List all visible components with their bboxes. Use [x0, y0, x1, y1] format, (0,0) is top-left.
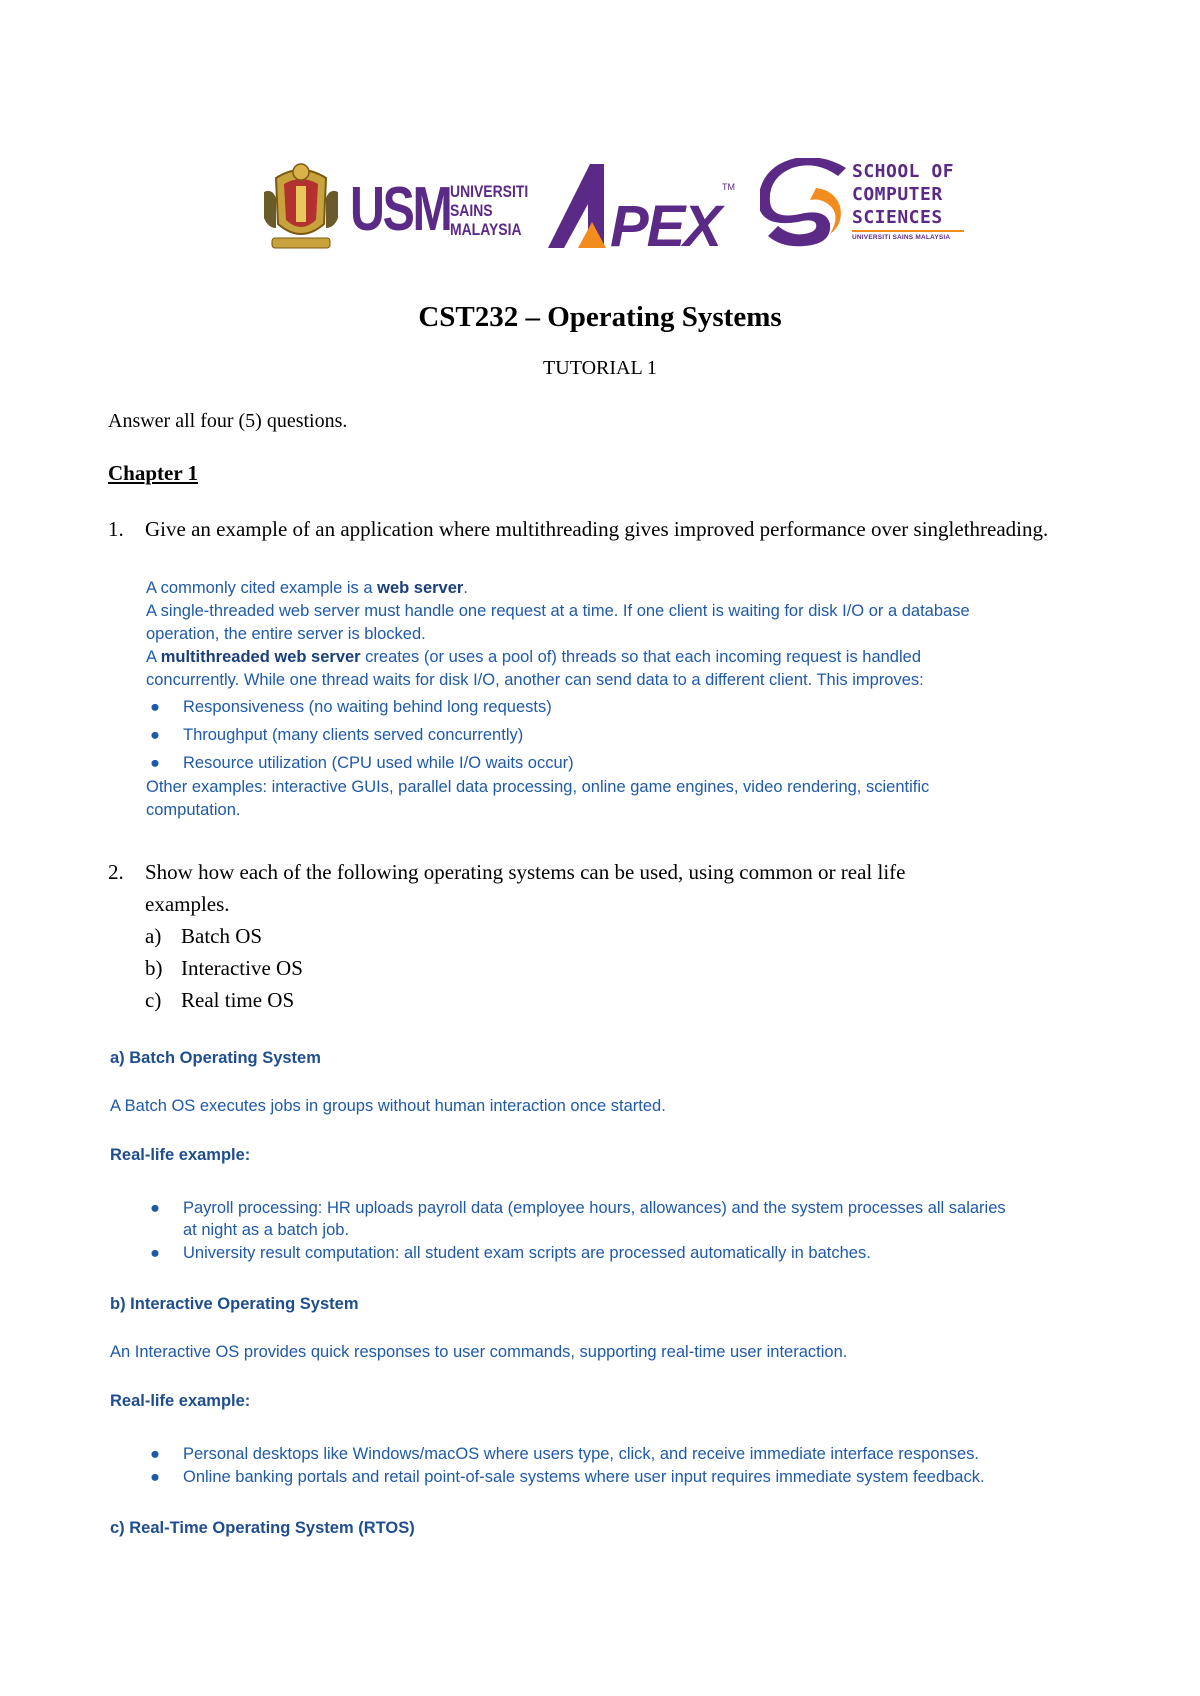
list-item-text: Personal desktops like Windows/macOS where users type, click, and receive immediate interface responses.: [183, 1445, 980, 1463]
bullet-icon: ●: [150, 726, 160, 744]
interactive-os-description: An Interactive OS provides quick responses to user commands, supporting real-time user interaction.: [110, 1343, 848, 1361]
usm-word-2: SAINS: [450, 201, 493, 220]
list-item: [145, 984, 303, 1016]
q1-other-line-2: computation.: [146, 801, 241, 819]
list-item-text: Responsiveness (no waiting behind long requests): [183, 698, 552, 716]
chapter-heading: Chapter 1: [108, 461, 199, 485]
question-1: [108, 513, 1068, 545]
interactive-example-label: Real-life example:: [110, 1392, 251, 1410]
instructions: Answer all four (5) questions.: [108, 410, 348, 432]
soc-swirl-icon: [760, 158, 850, 252]
list-item: [150, 752, 574, 775]
q1-answer-line-3: operation, the entire server is blocked.: [146, 625, 426, 643]
answer-bold: web server: [377, 579, 464, 597]
list-item-text: Batch OS: [181, 924, 263, 948]
os-type-list: [145, 920, 303, 1016]
q1-answer-line-2: A single-threaded web server must handle one request at a time. If one client is waiting for disk I/O or a database: [146, 602, 970, 620]
batch-os-heading: a) Batch Operating System: [110, 1049, 321, 1067]
soc-word-1: SCHOOL OF: [852, 161, 955, 182]
list-item: [145, 952, 303, 984]
soc-word-2: COMPUTER: [852, 184, 943, 205]
list-label: b): [145, 956, 163, 980]
list-item-continuation: at night as a batch job.: [183, 1221, 350, 1239]
list-item: [150, 1197, 1006, 1220]
bullet-icon: ●: [150, 1468, 160, 1486]
usm-letters: USM: [350, 175, 451, 244]
list-item: [150, 1466, 985, 1489]
svg-text:PEX: PEX: [610, 194, 721, 254]
question-text: Give an example of an application where multithreading gives improved performance over singlethreading.: [145, 517, 1049, 541]
apex-tm: TM: [722, 182, 735, 192]
list-item-text: Interactive OS: [181, 956, 303, 980]
list-label: a): [145, 924, 162, 948]
interactive-os-heading: b) Interactive Operating System: [110, 1295, 359, 1313]
q1-answer-line-5: concurrently. While one thread waits for disk I/O, another can send data to a different client. This improves:: [146, 671, 924, 689]
soc-divider: [852, 230, 964, 232]
usm-word-3: MALAYSIA: [450, 220, 522, 239]
list-item: [150, 1443, 980, 1466]
list-item-text: Real time OS: [181, 988, 295, 1012]
university-crest-logo: [262, 158, 340, 252]
list-label: c): [145, 988, 162, 1012]
question-2: [108, 856, 1068, 920]
answer-bold: multithreaded web server: [160, 648, 361, 666]
bullet-icon: ●: [150, 698, 160, 716]
soc-word-3: SCIENCES: [852, 207, 943, 228]
bullet-icon: ●: [150, 754, 160, 772]
school-of-computer-sciences-logo: [760, 158, 972, 254]
question-number: 1.: [108, 517, 124, 541]
answer-text: creates (or uses a pool of) threads so that each incoming request is handled: [360, 648, 921, 666]
list-item-text: Online banking portals and retail point-of-sale systems where user input requires immediate system feedback.: [183, 1468, 985, 1486]
q1-other-line-1: Other examples: interactive GUIs, parallel data processing, online game engines, video rendering, scientific: [146, 778, 930, 796]
question-number: 2.: [108, 860, 124, 884]
list-item-text: Resource utilization (CPU used while I/O waits occur): [183, 754, 574, 772]
q1-answer-line-1: [146, 577, 468, 600]
batch-example-label: Real-life example:: [110, 1146, 251, 1164]
rtos-heading: c) Real-Time Operating System (RTOS): [110, 1519, 415, 1537]
usm-logo: [350, 175, 529, 244]
list-item-text: University result computation: all student exam scripts are processed automatically in batches.: [183, 1244, 871, 1262]
batch-os-description: A Batch OS executes jobs in groups without human interaction once started.: [110, 1097, 666, 1115]
soc-wordmark: [852, 160, 954, 229]
usm-wordmark: [450, 182, 528, 239]
answer-text: .: [463, 579, 468, 597]
answer-text: A: [146, 648, 161, 666]
question-text-line-1: Show how each of the following operating systems can be used, using common or real life: [145, 860, 906, 884]
list-item-text: Payroll processing: HR uploads payroll data (employee hours, allowances) and the system processes all salaries: [183, 1199, 1006, 1217]
list-item: [150, 696, 552, 719]
apex-logo: [548, 164, 744, 254]
bullet-icon: ●: [150, 1199, 160, 1217]
soc-subtitle: UNIVERSITI SAINS MALAYSIA: [852, 234, 951, 241]
list-item: [150, 724, 524, 747]
tutorial-label: TUTORIAL 1: [543, 357, 657, 379]
list-item: [150, 1242, 871, 1265]
logo-strip: [262, 158, 972, 258]
list-item: [145, 920, 303, 952]
bullet-icon: ●: [150, 1244, 160, 1262]
question-text-line-2: examples.: [145, 892, 230, 916]
q1-answer-line-4: [146, 646, 921, 669]
list-item-text: Throughput (many clients served concurrently): [183, 726, 524, 744]
answer-text: A commonly cited example is a: [146, 579, 378, 597]
bullet-icon: ●: [150, 1445, 160, 1463]
document-title: CST232 – Operating Systems: [418, 301, 782, 333]
usm-word-1: UNIVERSITI: [450, 182, 529, 201]
